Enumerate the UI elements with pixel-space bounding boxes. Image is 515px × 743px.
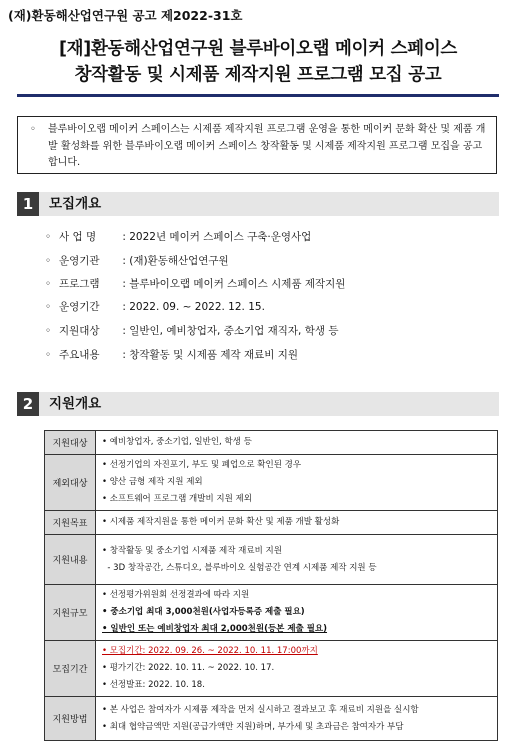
table-cell-line: • 예비창업자, 중소기업, 일반인, 학생 등 xyxy=(102,437,252,447)
table-row-header: 모집기간 xyxy=(45,641,96,697)
section-number-1: 1 xyxy=(17,192,39,216)
title-line-1: [재]환동해산업연구원 블루바이오랩 메이커 스페이스 xyxy=(58,39,458,59)
table-cell-line: • 일반인 또는 예비창업자 최대 2,000천원(등본 제출 필요) xyxy=(102,624,328,634)
section-header-1 xyxy=(17,192,499,216)
overview-value: 창작활동 및 시제품 제작 재료비 지원 xyxy=(129,349,299,361)
overview-item xyxy=(45,324,339,338)
table-cell-line: • 창작활동 및 중소기업 시제품 제작 재료비 지원 xyxy=(102,545,282,556)
table-cell-line: • 선정기업의 자진포기, 부도 및 폐업으로 확인된 경우 xyxy=(102,460,302,470)
table-cell-line: • 선정평가위원회 선정결과에 따라 지원 xyxy=(102,590,250,600)
table-row-content xyxy=(96,431,498,455)
overview-value: 2022년 메이커 스페이스 구축·운영사업 xyxy=(129,231,312,243)
section-title-2: 지원개요 xyxy=(49,396,102,412)
table-row-header: 제외대상 xyxy=(45,455,96,511)
overview-label: 지원대상 xyxy=(59,325,100,337)
section-number-2: 2 xyxy=(17,392,39,416)
overview-item xyxy=(45,254,229,268)
overview-value: 일반인, 예비창업자, 중소기업 재직자, 학생 등 xyxy=(129,325,339,337)
overview-separator: : xyxy=(119,278,130,290)
table-cell-line: • 양산 금형 제작 지원 제외 xyxy=(102,477,203,487)
notice-number: (재)환동해산업연구원 공고 제2022-31호 xyxy=(8,8,243,23)
overview-label: 주요내용 xyxy=(59,349,100,361)
table-cell-line: • 소프트웨어 프로그램 개발비 지원 제외 xyxy=(102,494,252,504)
overview-item xyxy=(45,230,311,244)
overview-value: 2022. 09. ~ 2022. 12. 15. xyxy=(129,301,265,313)
table-row-content xyxy=(96,641,498,697)
table-row-header: 지원규모 xyxy=(45,585,96,641)
table-row-content xyxy=(96,455,498,511)
overview-bullet: ◦ xyxy=(45,255,52,267)
table-row-header: 지원내용 xyxy=(45,535,96,585)
overview-bullet: ◦ xyxy=(45,231,52,243)
overview-label: 운영기간 xyxy=(59,301,100,313)
table-cell-line: • 최대 협약금액만 지원(공급가액만 지원)하며, 부가세 및 초과금은 참여자가 부담 xyxy=(102,721,404,732)
table-cell-line: • 본 사업은 참여자가 시제품 제작을 먼저 실시하고 결과보고 후 재료비 지원을 실시함 xyxy=(102,704,419,715)
table-row xyxy=(45,431,498,455)
overview-bullet: ◦ xyxy=(45,301,52,313)
overview-label: 프로그램 xyxy=(59,278,100,290)
table-cell-line: • 중소기업 최대 3,000천원(사업자등록증 제출 필요) xyxy=(102,607,305,617)
overview-value: 블루바이오랩 메이커 스페이스 시제품 제작지원 xyxy=(129,278,346,290)
table-row-content xyxy=(96,511,498,535)
table-row-header: 지원대상 xyxy=(45,431,96,455)
summary-box xyxy=(17,116,497,174)
overview-separator: : xyxy=(119,301,130,313)
support-table xyxy=(44,430,498,741)
table-row-content xyxy=(96,535,498,585)
overview-item xyxy=(45,348,298,362)
overview-label: 사 업 명 xyxy=(59,231,97,243)
table-row xyxy=(45,585,498,641)
summary-text: 블루바이오랩 메이커 스페이스는 시제품 제작지원 프로그램 운영을 통한 메이커 문화 확산 및 제품 개발 활성화를 위한 블루바이오랩 메이커 스페이스 창작활동 및 시제품 제작지원 프로그램 모집을 공고합니다. xyxy=(48,124,486,168)
summary-bullet: ◦ xyxy=(30,124,36,135)
overview-label: 운영기관 xyxy=(59,255,100,267)
overview-separator: : xyxy=(119,231,130,243)
overview-bullet: ◦ xyxy=(45,349,52,361)
table-row xyxy=(45,641,498,697)
section-title-1: 모집개요 xyxy=(49,196,102,212)
table-cell-line: - 3D 창작공간, 스튜디오, 블루바이오 실험공간 연계 시제품 제작 지원 등 xyxy=(102,562,377,573)
table-row xyxy=(45,455,498,511)
table-row xyxy=(45,697,498,741)
table-cell-line: • 모집기간: 2022. 09. 26. ~ 2022. 10. 11. 17:00까지 xyxy=(102,646,318,656)
table-row-header: 지원방법 xyxy=(45,697,96,741)
overview-separator: : xyxy=(119,255,130,267)
overview-bullet: ◦ xyxy=(45,278,52,290)
overview-separator: : xyxy=(119,349,130,361)
notice-title xyxy=(17,36,499,88)
title-line-2: 창작활동 및 시제품 제작지원 프로그램 모집 공고 xyxy=(74,65,442,85)
title-underline xyxy=(17,94,499,97)
overview-item xyxy=(45,300,265,314)
overview-bullet: ◦ xyxy=(45,325,52,337)
overview-separator: : xyxy=(119,325,130,337)
overview-value: (재)환동해산업연구원 xyxy=(129,255,229,267)
table-cell-line: • 선정발표: 2022. 10. 18. xyxy=(102,680,205,690)
table-row-header: 지원목표 xyxy=(45,511,96,535)
table-row xyxy=(45,535,498,585)
table-cell-line: • 시제품 제작지원을 통한 메이커 문화 확산 및 제품 개발 활성화 xyxy=(102,517,340,527)
section-header-2 xyxy=(17,392,499,416)
table-row-content xyxy=(96,585,498,641)
table-row-content xyxy=(96,697,498,741)
overview-item xyxy=(45,277,345,291)
table-cell-line: • 평가기간: 2022. 10. 11. ~ 2022. 10. 17. xyxy=(102,663,275,673)
table-row xyxy=(45,511,498,535)
